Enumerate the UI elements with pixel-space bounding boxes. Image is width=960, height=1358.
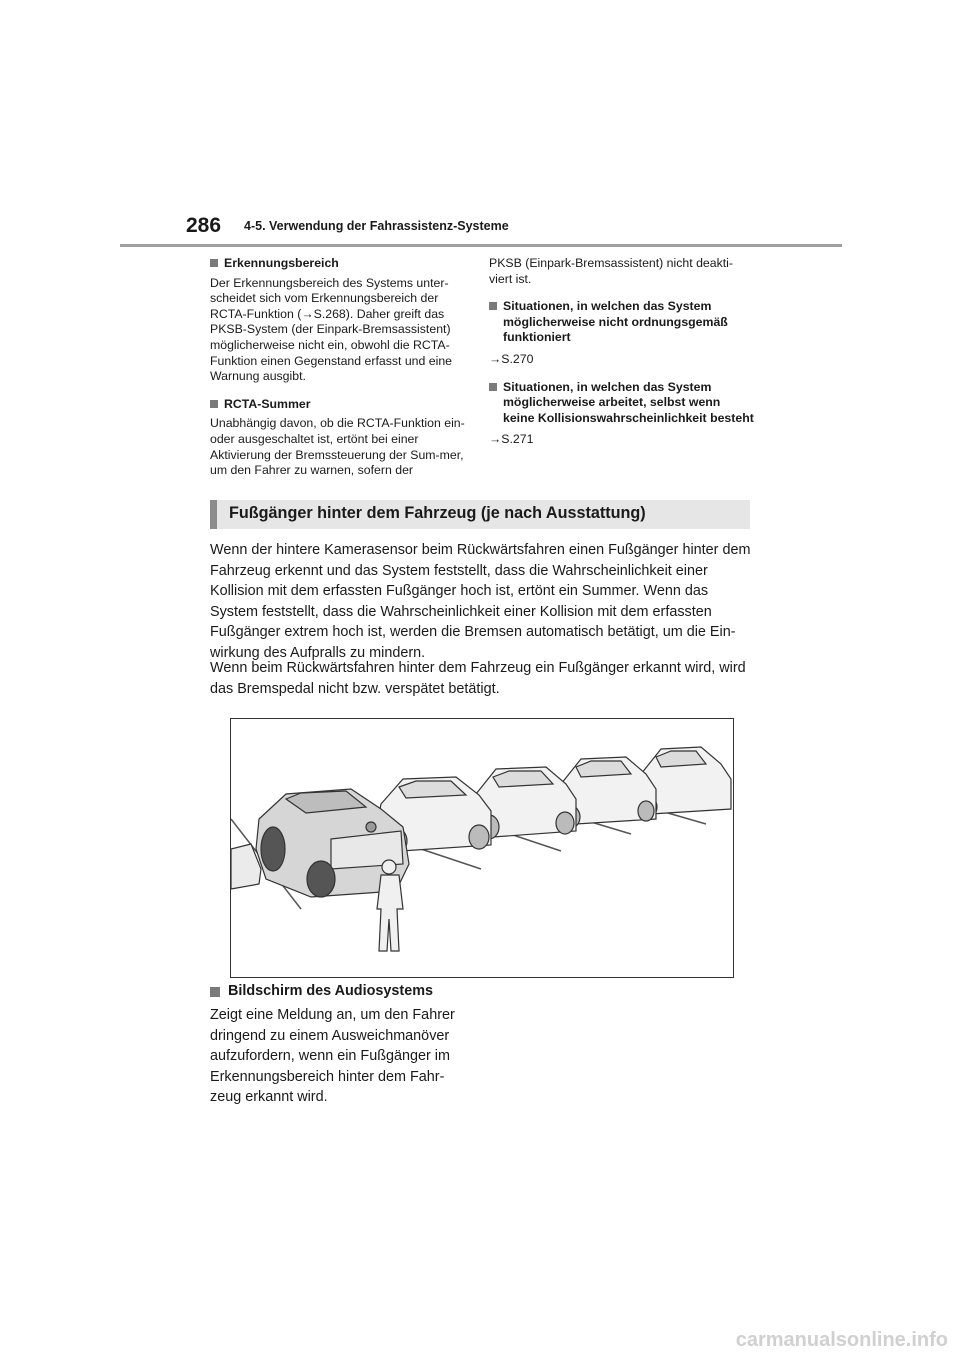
erkennungsbereich-text: Der Erkennungsbereich des Systems unter-scheidet sich vom Erkennungsbereich der RCTA-Funktion (→S.268). Daher greift das PKSB-System (der Einpark-Bremsassistent) möglicherweise nicht ein, obwohl die RCTA-Funktion einen Gegenstand erfasst und eine Warnung ausgibt.: [210, 275, 453, 384]
section-banner: [210, 500, 750, 529]
body-paragraph-1: Wenn der hintere Kamerasensor beim Rückwärtsfahren einen Fußgänger hinter dem Fahrzeug erkennt und das System feststellt, dass die Wahrscheinlichkeit einer Kollision mit dem erfassten Fußgänger hoch ist, ertönt ein Summer. Wenn das System feststellt, dass die Wahrscheinlichkeit einer Kollision mit dem erfassten Fußgänger extrem hoch ist, werden die Bremsen automatisch betätigt, um die Ein-wirkung des Aufpralls zu mindern.: [210, 542, 751, 661]
situation2-heading-text: Situationen, in welchen das System möglicherweise arbeitet, selbst wenn keine Kollisionswahrscheinlichkeit besteht: [503, 379, 754, 425]
header-divider: [120, 244, 842, 247]
watermark: carmanualsonline.info: [735, 1329, 948, 1351]
situation2-heading: [489, 380, 755, 427]
left-column: [210, 256, 472, 491]
body-paragraph-2: Wenn beim Rückwärtsfahren hinter dem Fahrzeug ein Fußgänger erkannt wird, wird das Bremspedal nicht bzw. verspätet betätigt.: [210, 660, 746, 697]
parking-illustration: [230, 718, 734, 978]
rcta-summer-heading-text: RCTA-Summer: [224, 396, 311, 411]
rcta-summer-heading: [210, 397, 472, 413]
square-bullet-icon: [489, 302, 497, 310]
square-bullet-icon: [210, 400, 218, 408]
audio-heading-text: Bildschirm des Audiosystems: [228, 983, 433, 999]
square-bullet-icon: [210, 259, 218, 267]
situation1-heading-text: Situationen, in welchen das System möglicherweise nicht ordnungsgemäß funktioniert: [503, 299, 728, 345]
section-title: 4-5. Verwendung der Fahrassistenz-Systeme: [244, 219, 509, 233]
banner-title: Fußgänger hinter dem Fahrzeug (je nach Ausstattung): [229, 504, 646, 522]
situation1-page-link[interactable]: →S.270: [489, 351, 534, 366]
page-number: 286: [186, 214, 222, 237]
continued-text: PKSB (Einpark-Bremsassistent) nicht deakti-viert ist.: [489, 256, 733, 286]
audio-text: Zeigt eine Meldung an, um den Fahrer dringend zu einem Ausweichmanöver aufzufordern, wenn ein Fußgänger im Erkennungsbereich hinter dem Fahr-zeug erkannt wird.: [210, 1007, 455, 1106]
audio-heading: [210, 983, 433, 999]
situation1-heading: [489, 299, 755, 346]
rcta-summer-text: Unabhängig davon, ob die RCTA-Funktion ein- oder ausgeschaltet ist, ertönt bei einer Aktivierung der Bremssteuerung der Sum-mer, um den Fahrer zu warnen, sofern der: [210, 416, 465, 478]
right-column: [489, 256, 755, 460]
erkennungsbereich-heading-text: Erkennungsbereich: [224, 256, 339, 270]
square-bullet-icon: [210, 987, 220, 997]
erkennungsbereich-heading: [210, 256, 472, 272]
banner-accent-bar: [210, 500, 217, 529]
situation2-page-link[interactable]: →S.271: [489, 432, 534, 447]
square-bullet-icon: [489, 383, 497, 391]
